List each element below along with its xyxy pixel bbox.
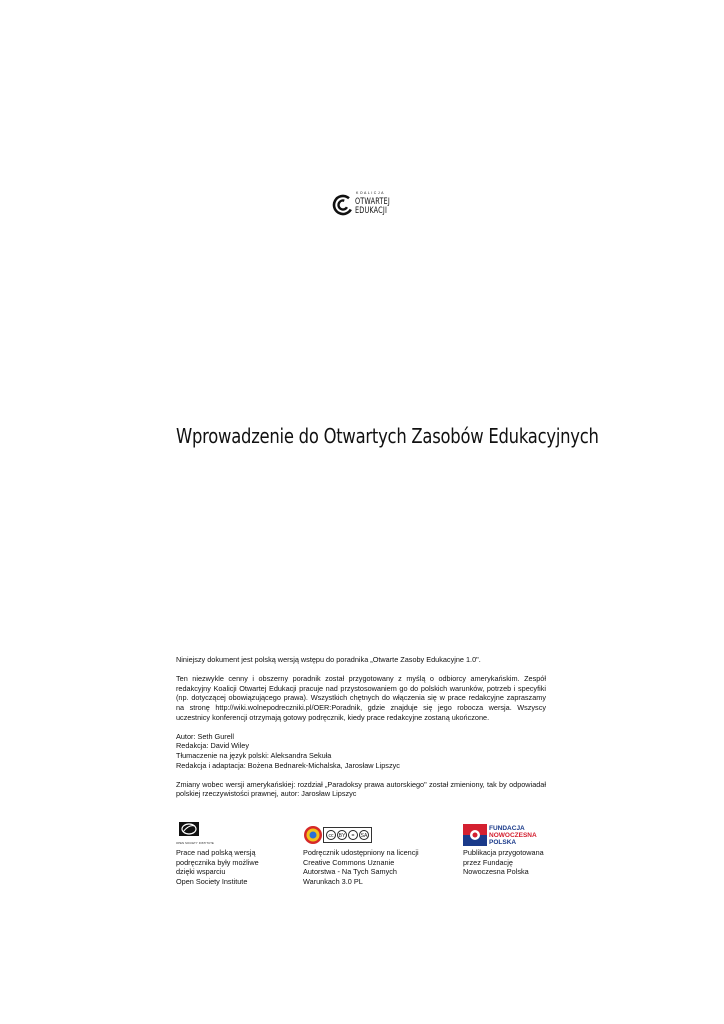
fnp-logo-line-3: POLSKA [489,838,517,846]
logo-line-2: EDUKACJI [355,205,388,216]
fnp-line-2: przez Fundację [463,857,513,867]
fnp-logo [463,822,573,848]
cc-line-3: Autorstwa - Na Tych Samych [303,867,397,877]
description-paragraph: Ten niezwykle cenny i obszerny poradnik został przygotowany z myślą o odbiorcy amerykańskim. Zespół redakcyjny Koalicji Otwartej Edukacji pracuje nad przystosowaniem go do polskich warunków, potrzeb i specyfiki (np. dotyczącej obowiązującego prawa). Wszystkich chętnych do włączenia się w prace redakcyjne zapraszamy na stronę http://wiki.wolnepodreczniki.pl/OER:Poradnik, gdzie znajduje się jego robocza wersja. Wszyscy uczestnicy konferencji otrzymają gotowy podręcznik, kiedy prace redakcyjne zostaną ukończone. [176,674,546,722]
footer-fnp [463,822,573,877]
coalition-c-icon [332,194,354,216]
fnp-line-1: Publikacja przygotowana [463,848,544,857]
cc-line-1: Podręcznik udostępniony na licencji [303,848,419,857]
coalition-logo [332,192,402,222]
fnp-emblem-icon [463,824,487,846]
osi-line-3: dzięki wsparciu [176,867,226,877]
credits-block [176,732,546,770]
fnp-logo-line-1: FUNDACJA [489,824,525,832]
page-title: Wprowadzenie do Otwartych Zasobów Edukacyjnych [176,424,599,448]
osi-logo [176,822,286,848]
cc-badge-eq: = [348,830,358,840]
logo-line-1: OTWARTEJ [355,196,390,207]
cc-emblem-icon [303,825,323,845]
info-block [176,655,546,809]
credit-adaptation: Redakcja i adaptacja: Bożena Bednarek-Michalska, Jarosław Lipszyc [176,760,400,770]
footer-cc [303,822,443,886]
credit-author: Autor: Seth Gurell [176,731,234,741]
osi-line-2: podręcznika były możliwe [176,857,259,867]
cc-badge [323,827,372,843]
intro-paragraph: Niniejszy dokument jest polską wersją wstępu do poradnika „Otwarte Zasoby Edukacyjne 1.0". [176,655,481,664]
footer-osi [176,822,286,886]
credit-translation: Tłumaczenie na język polski: Aleksandra Sekuła [176,750,332,760]
cc-badge-sa: SA [359,830,369,840]
cc-badge-cc: cc [326,830,336,840]
osi-line-1: Prace nad polską wersją [176,848,256,857]
cc-logo [303,822,443,848]
logo-small-text: KOALICJA [356,191,385,195]
cc-line-4: Warunkach 3.0 PL [303,876,363,886]
fnp-line-3: Nowoczesna Polska [463,867,529,877]
cc-line-2: Creative Commons Uznanie [303,857,395,867]
osi-line-4: Open Society Institute [176,876,248,886]
fnp-logo-line-2: NOWOCZESNA [489,831,537,839]
changes-paragraph: Zmiany wobec wersji amerykańskiej: rozdział „Paradoksy prawa autorskiego" został zmieniony, tak by odpowiadał polskiej rzeczywistości prawnej, autor: Jarosław Lipszyc [176,779,546,799]
osi-logo-text: OPEN SOCIETY INSTITUTE [176,842,214,845]
cc-badge-by: BY [337,830,347,840]
credit-editor: Redakcja: David Wiley [176,741,249,751]
